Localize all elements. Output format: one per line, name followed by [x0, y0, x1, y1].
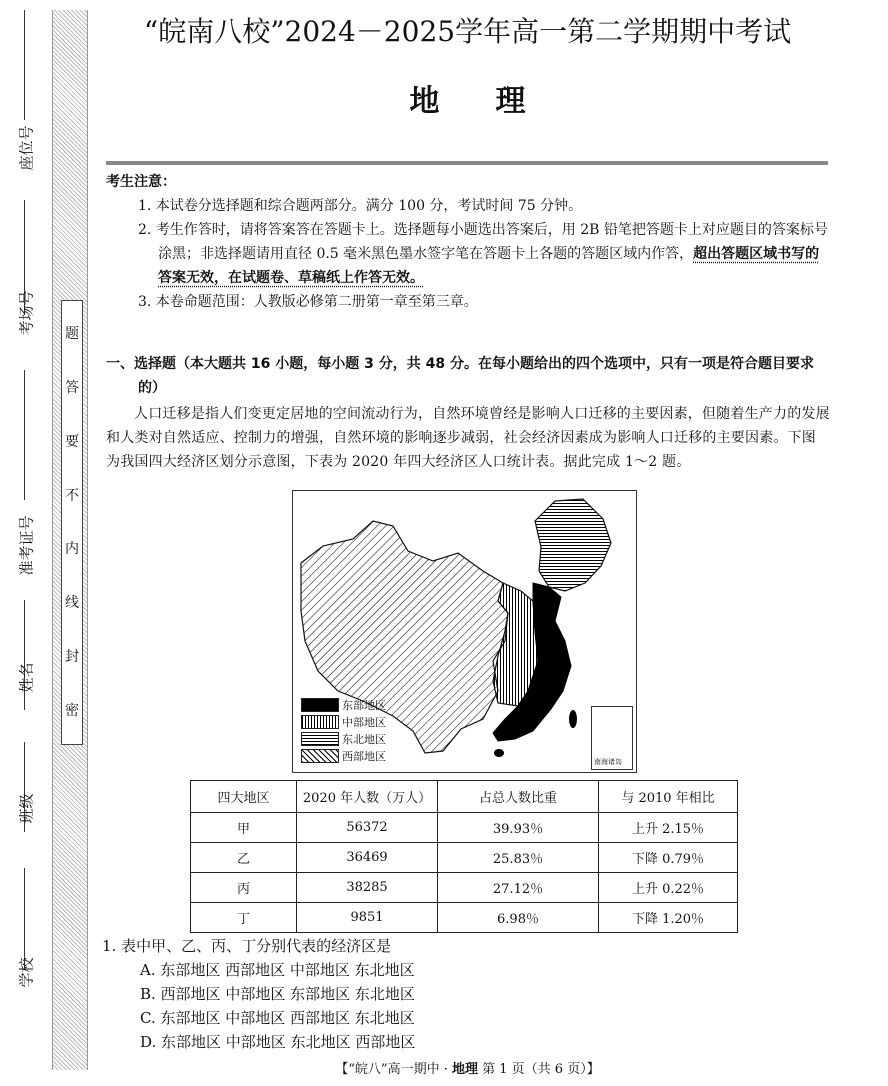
option-d: D. 东部地区 中部地区 东北地区 西部地区 — [140, 1033, 416, 1051]
seal-char: 线 — [65, 595, 79, 612]
footer-prefix: 【“皖八”高一期中 · — [335, 1062, 452, 1077]
table-cell: 38285 — [297, 873, 438, 903]
table-cell: 39.93％ — [438, 813, 599, 843]
table-row — [191, 813, 738, 843]
option-b: B. 西部地区 中部地区 东部地区 东北地区 — [140, 985, 415, 1003]
table-cell: 下降 1.20％ — [599, 903, 738, 933]
exam-title: “皖南八校”2024－2025学年高一第二学期期中考试 — [143, 15, 792, 48]
west-swatch — [301, 749, 339, 763]
legend-label: 东北地区 — [342, 732, 386, 746]
column-header: 与 2010 年相比 — [599, 781, 738, 813]
legend-label: 西部地区 — [342, 749, 386, 763]
field-label: 班级 — [17, 793, 36, 824]
legend-label: 东部地区 — [342, 698, 386, 712]
field-label: 考场号 — [17, 290, 36, 336]
legend-item — [301, 713, 386, 730]
legend-item — [301, 696, 386, 713]
option-a: A. 东部地区 西部地区 中部地区 东北地区 — [140, 961, 415, 979]
footer-page: 第 1 页（共 6 页）】 — [478, 1062, 600, 1077]
table-cell: 36469 — [297, 843, 438, 873]
inset-label: 南海诸岛 — [594, 758, 622, 766]
note-emphasis: 超出答题区域书写的答案无效，在试题卷、草稿纸上作答无效。 — [158, 246, 820, 286]
passage: 人口迁移是指人们变更定居地的空间流动行为，自然环境曾经是影响人口迁移的主要因素，但随着生产力的发展和人类对自然适应、控制力的增强，自然环境的影响逐步减弱，社会经济因素成为影响人口迁移的主要因素。下图为我国四大经济区划分示意图，下表为 2020 年四大经济区人口统计表。据此完成 1～2 题。 — [106, 406, 830, 470]
seal-char: 密 — [65, 703, 79, 720]
choice-section — [106, 352, 830, 474]
table-cell: 丁 — [191, 903, 297, 933]
northeast-region — [535, 499, 611, 591]
note-text: 2. 考生作答时，请将答案答在答题卡上。选择题每小题选出答案后，用 2B 铅笔把答题卡上对应题目的答案标号涂黑；非选择题请用直径 0.5 毫米黑色墨水签字笔在答题卡上各题的答题区域内作答， — [138, 222, 828, 262]
seal-char: 要 — [65, 433, 79, 450]
table-row — [191, 843, 738, 873]
seal-char: 答 — [65, 379, 79, 396]
notes-heading: 考生注意： — [106, 174, 176, 190]
table-cell: 上升 0.22％ — [599, 873, 738, 903]
map-legend — [301, 696, 386, 764]
subject-title: 地理 — [409, 84, 582, 119]
table-cell: 甲 — [191, 813, 297, 843]
northeast-swatch — [301, 732, 339, 746]
table-cell: 9851 — [297, 903, 438, 933]
table-cell: 27.12％ — [438, 873, 599, 903]
table-cell: 上升 2.15％ — [599, 813, 738, 843]
seal-char: 不 — [65, 487, 79, 504]
field-label: 座位号 — [17, 125, 36, 171]
field-label: 姓名 — [17, 662, 36, 693]
table-row — [191, 873, 738, 903]
legend-label: 中部地区 — [342, 715, 386, 729]
note-item: 1. 本试卷分选择题和综合题两部分。满分 100 分，考试时间 75 分钟。 — [138, 198, 583, 214]
footer-subject: 地理 — [451, 1062, 478, 1077]
east-swatch — [301, 698, 339, 712]
column-header: 2020 年人数（万人） — [297, 781, 438, 813]
table-header-row — [191, 781, 738, 813]
seal-char: 题 — [65, 325, 79, 342]
table-cell: 下降 0.79％ — [599, 843, 738, 873]
option-c: C. 东部地区 中部地区 西部地区 东北地区 — [140, 1009, 415, 1027]
table-cell: 25.83％ — [438, 843, 599, 873]
legend-item — [301, 747, 386, 764]
question-stem: 1. 表中甲、乙、丙、丁分别代表的经济区是 — [102, 937, 392, 955]
column-header: 占总人数比重 — [438, 781, 599, 813]
column-header: 四大地区 — [191, 781, 297, 813]
note-item: 3. 本卷命题范围：人教版必修第二册第一章至第三章。 — [138, 294, 478, 310]
population-table — [190, 780, 738, 933]
candidate-notes — [106, 170, 830, 314]
field-label: 准考证号 — [17, 515, 36, 576]
economic-regions-map — [292, 490, 637, 773]
section-heading: 一、选择题（本大题共 16 小题，每小题 3 分，共 48 分。在每小题给出的四个选项中，只有一项是符合题目要求的） — [106, 356, 814, 396]
table-row — [191, 903, 738, 933]
header-divider — [106, 161, 828, 165]
seal-char: 封 — [65, 649, 79, 666]
central-swatch — [301, 715, 339, 729]
seal-warning — [61, 300, 83, 745]
note-item — [106, 218, 830, 290]
table-cell: 丙 — [191, 873, 297, 903]
table-cell: 56372 — [297, 813, 438, 843]
table-cell: 6.98％ — [438, 903, 599, 933]
field-label: 学校 — [17, 957, 36, 988]
legend-item — [301, 730, 386, 747]
binding-margin — [0, 0, 96, 1086]
seal-char: 内 — [65, 541, 79, 558]
table-cell: 乙 — [191, 843, 297, 873]
